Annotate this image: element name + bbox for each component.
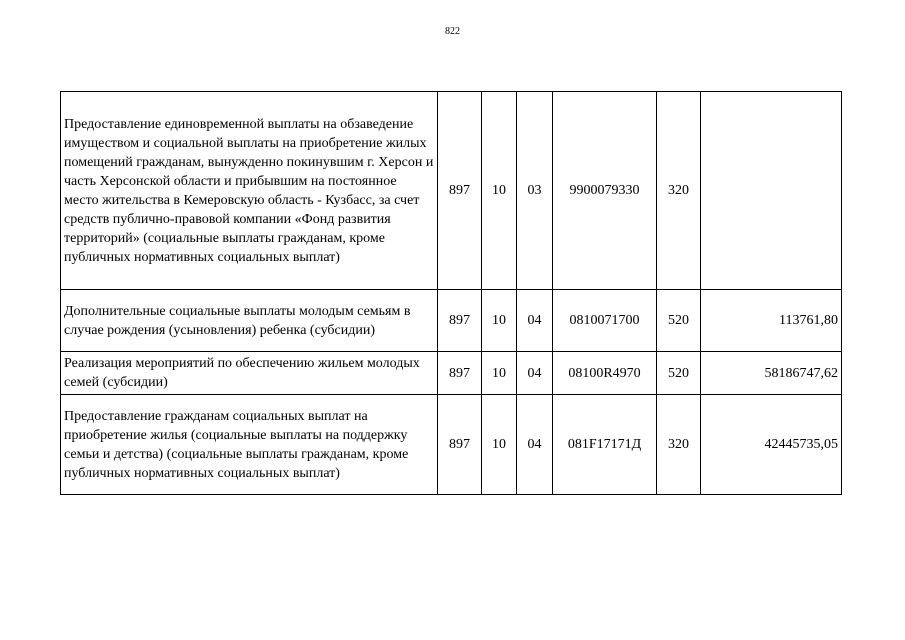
subsection-code: 03 <box>517 92 553 290</box>
expense-type-code: 520 <box>657 352 701 395</box>
row-description: Реализация мероприятий по обеспечению жильем молодых семей (субсидии) <box>61 352 438 395</box>
table-row <box>61 92 842 290</box>
subsection-code: 04 <box>517 352 553 395</box>
ministry-code: 897 <box>438 352 482 395</box>
ministry-code: 897 <box>438 290 482 352</box>
section-code: 10 <box>482 395 517 495</box>
budget-table <box>60 91 842 495</box>
subsection-code: 04 <box>517 395 553 495</box>
target-article-code: 9900079330 <box>553 92 657 290</box>
table-row <box>61 395 842 495</box>
expense-type-code: 320 <box>657 92 701 290</box>
subsection-code: 04 <box>517 290 553 352</box>
expense-type-code: 520 <box>657 290 701 352</box>
expense-type-code: 320 <box>657 395 701 495</box>
amount: 42445735,05 <box>701 395 842 495</box>
amount: 58186747,62 <box>701 352 842 395</box>
row-description: Предоставление гражданам социальных выплат на приобретение жилья (социальные выплаты на поддержку семьи и детства) (социальные выплаты гражданам, кроме публичных нормативных социальных выплат) <box>61 395 438 495</box>
table-row <box>61 290 842 352</box>
target-article-code: 08100R4970 <box>553 352 657 395</box>
row-description: Дополнительные социальные выплаты молодым семьям в случае рождения (усыновления) ребенка (субсидии) <box>61 290 438 352</box>
target-article-code: 081F17171Д <box>553 395 657 495</box>
amount: 113761,80 <box>701 290 842 352</box>
target-article-code: 0810071700 <box>553 290 657 352</box>
section-code: 10 <box>482 352 517 395</box>
section-code: 10 <box>482 92 517 290</box>
ministry-code: 897 <box>438 92 482 290</box>
table-row <box>61 352 842 395</box>
ministry-code: 897 <box>438 395 482 495</box>
section-code: 10 <box>482 290 517 352</box>
row-description: Предоставление единовременной выплаты на обзаведение имуществом и социальной выплаты на приобретение жилых помещений гражданам, вынужденно покинувшим г. Херсон и часть Херсонской области и прибывшим на постоянное место жительства в Кемеровскую область - Кузбасс, за счет средств публично-правовой компании «Фонд развития территорий» (социальные выплаты гражданам, кроме публичных нормативных социальных выплат) <box>61 92 438 290</box>
amount <box>701 92 842 290</box>
page-number: 822 <box>445 26 460 37</box>
